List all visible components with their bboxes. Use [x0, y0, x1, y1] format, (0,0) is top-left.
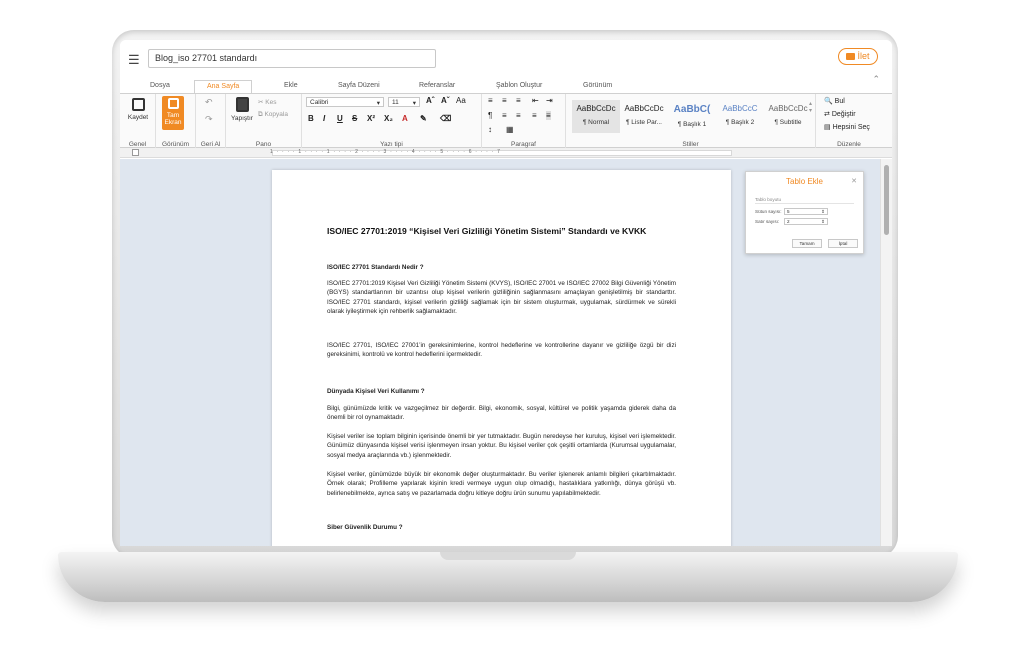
font-family-select[interactable] — [306, 97, 384, 107]
rows-label: Satır sayısı: — [755, 219, 780, 224]
paragraph: Kişisel veriler, günümüzde büyük bir ekonomik değer oluşturmaktadır. Bu veriler işlenerek anlamlı bilgileri çıkartılmaktadır. Örnek olarak; Profilleme yapılarak kişinin kredi vermeye uygun olup olmadığı, hastalıklara yatkınlığı, dünya görüşü vb. belirlenebilmekte, ayrıca satış ve pazarlamada doğru kitleye doğru ürün sunumu yapılabilmektedir. — [327, 471, 676, 497]
menu-icon[interactable]: ☰ — [128, 52, 140, 67]
insert-table-dialog — [745, 171, 864, 254]
group-editing — [816, 94, 882, 149]
font-size-value: 11 — [392, 99, 399, 106]
justify-icon[interactable]: ≡ — [546, 111, 551, 120]
clear-format-icon[interactable]: ⌫ — [440, 114, 452, 123]
laptop-base — [58, 552, 958, 602]
save-label: Kaydet — [127, 114, 149, 121]
full-screen-label-1: Tam — [166, 112, 180, 119]
title-bar — [120, 40, 892, 76]
group-label-font: Yazı tipi — [380, 141, 403, 148]
close-icon[interactable]: ✕ — [851, 178, 857, 185]
align-center-icon[interactable]: ≡ — [516, 111, 521, 120]
tab-home[interactable]: Ana Sayfa — [194, 80, 252, 94]
style-sample: AaBbCcDc — [576, 104, 616, 113]
pilcrow-icon[interactable]: ¶ — [488, 111, 493, 120]
paragraph: ISO/IEC 27701, ISO/IEC 27001’in gereksinimlerine, kontrol hedeflerine ve kontrollerine dayanır ve gizliliğe özgü bir dizi gereksinimi, kontrolü ve kontrol hedeflerini içermektedir. — [327, 342, 676, 359]
section-heading: Dünyada Kişisel Veri Kullanımı ? — [327, 388, 425, 395]
save-button[interactable] — [125, 98, 151, 121]
superscript-icon[interactable]: X² — [367, 114, 375, 123]
cancel-button[interactable]: İptal — [828, 239, 858, 248]
group-undo — [196, 94, 226, 149]
font-color-icon[interactable]: A — [402, 114, 408, 123]
columns-value: 5 — [787, 209, 790, 214]
redo-icon[interactable]: ↷ — [205, 114, 213, 124]
numbering-icon[interactable]: ≡ — [502, 96, 507, 105]
style-label: ¶ Subtitle — [774, 119, 802, 126]
chevron-down-icon: ▾ — [376, 100, 380, 107]
ruler-numbers: 1 · · · · 1 · · · · 1 · · · · 2 · · · · 3 · · · · 4 · · · · 5 · · · · 6 · · · · 7 — [270, 149, 502, 155]
bullets-icon[interactable]: ≡ — [488, 96, 493, 105]
decrease-indent-icon[interactable]: ⇤ — [532, 96, 539, 105]
group-general — [120, 94, 156, 149]
find-button[interactable]: 🔍 Bul — [824, 98, 845, 105]
group-label-editing: Düzenle — [837, 141, 861, 148]
group-label-styles: Stiller — [682, 141, 699, 148]
styles-scroll-icon[interactable]: ▴ ▾ — [809, 101, 813, 114]
group-label-undo: Geri Al — [200, 141, 221, 148]
cut-label: Kes — [265, 99, 277, 106]
rows-input[interactable] — [784, 218, 828, 225]
style-sample: AaBbCcDc — [768, 104, 808, 113]
ribbon-tabs — [120, 80, 892, 94]
collapse-ribbon-icon[interactable]: ⌃ — [872, 74, 880, 84]
replace-label: Değiştir — [831, 111, 856, 118]
document-page[interactable] — [272, 170, 731, 546]
paste-button[interactable] — [229, 97, 255, 122]
document-name-field[interactable]: Blog_iso 27701 standardı — [148, 49, 436, 68]
find-label: Bul — [834, 98, 845, 105]
style-subtitle[interactable] — [764, 100, 812, 133]
vertical-scrollbar[interactable] — [880, 159, 892, 546]
table-size-label: Tablo boyutu — [755, 197, 782, 202]
paragraph: ISO/IEC 27701:2019 Kişisel Veri Gizliliği Yönetim Sistemi (KVYS), ISO/IEC 27001 ve ISO/IEC 27002 Bilgi Güvenliği Yönetim (BGYS) standartlarının bir uzantısı olup kişisel verilerin gizliliğinin sağlanmasını amaçlayan genişletilmiş bir standarttır. ISO/IEC 27701 standardı, kişisel verilerin gizliliği sağlamak için bir sistem oluşturmak, uygulamak, sürdürmek ve sürekli olarak iyileştirmek için rehberlik sağlamaktadır. — [327, 280, 676, 316]
style-sample: AaBbCcDc — [624, 104, 664, 113]
style-sample: AaBbC( — [673, 104, 711, 115]
copy-label: Kopyala — [264, 111, 288, 118]
group-font — [302, 94, 482, 149]
comment-icon — [846, 53, 855, 60]
align-left-icon[interactable]: ≡ — [502, 111, 507, 120]
tab-insert[interactable]: Ekle — [284, 82, 298, 89]
tab-view[interactable]: Görünüm — [583, 82, 613, 89]
align-right-icon[interactable]: ≡ — [532, 111, 537, 120]
tab-mail-merge[interactable]: Şablon Oluştur — [496, 82, 543, 89]
section-heading: ISO/IEC 27701 Standardı Nedir ? — [327, 264, 424, 271]
select-all-button[interactable]: ▤ Hepsini Seç — [824, 124, 870, 131]
stepper-icon[interactable]: ⇕ — [821, 209, 825, 214]
clipboard-icon — [236, 97, 249, 112]
save-icon — [132, 98, 145, 111]
bold-icon[interactable]: B — [308, 114, 314, 123]
underline-icon[interactable]: U — [337, 114, 343, 123]
highlight-icon[interactable]: ✎ — [420, 114, 427, 123]
tab-references[interactable]: Referanslar — [419, 82, 456, 89]
paragraph: Kişisel veriler ise toplam bilginin içerisinde önemli bir yer tutmaktadır. Bugün neredeyse her kuruluş, kişisel veri işlemektedir. Günümüz dünyasında kişisel verisi işlenmeyen insan yoktur. Bu kişisel veriler çok çeşitli ortamlarda (Kurumsal uygulamalar, sosyal medya araçlarında vb.) işlenmektedir. — [327, 433, 676, 459]
font-size-select[interactable] — [388, 97, 420, 107]
select-all-label: Hepsini Seç — [832, 124, 870, 131]
undo-icon[interactable]: ↶ — [205, 97, 213, 107]
style-heading-1[interactable] — [668, 100, 716, 133]
chevron-down-icon: ▾ — [412, 100, 416, 107]
tab-stop-icon[interactable] — [132, 149, 139, 156]
style-label: ¶ Başlık 1 — [677, 121, 707, 128]
style-label: ¶ Liste Par... — [625, 119, 662, 126]
italic-icon[interactable]: I — [323, 114, 326, 123]
group-paragraph — [482, 94, 566, 149]
full-screen-label-2: Ekran — [164, 119, 182, 126]
line-spacing-icon[interactable]: ↕ — [488, 125, 492, 134]
group-label-clipboard: Pano — [255, 141, 272, 148]
style-heading-2[interactable] — [716, 100, 764, 133]
style-normal[interactable] — [572, 100, 620, 133]
fullscreen-icon — [168, 98, 179, 109]
divider — [755, 203, 854, 204]
font-family-value: Calibri — [310, 99, 329, 106]
full-screen-button[interactable] — [162, 96, 184, 130]
ruler — [120, 148, 892, 158]
ribbon — [120, 93, 892, 148]
app-window — [120, 40, 892, 546]
scrollbar-thumb[interactable] — [884, 165, 889, 235]
document-title: ISO/IEC 27701:2019 “Kişisel Veri Gizliliği Yönetim Sistemi” Standardı ve KVKK — [327, 226, 647, 236]
group-clipboard — [226, 94, 302, 149]
increase-indent-icon[interactable]: ⇥ — [546, 96, 553, 105]
share-button[interactable] — [838, 48, 878, 65]
stepper-icon[interactable]: ⇕ — [821, 219, 825, 224]
group-label-view: Görünüm — [161, 141, 190, 148]
group-label-general: Genel — [128, 141, 147, 148]
style-label: ¶ Normal — [582, 119, 610, 126]
subscript-icon[interactable]: X₂ — [384, 114, 393, 123]
tab-file[interactable]: Dosya — [150, 82, 170, 89]
dialog-title: Tablo Ekle — [786, 177, 823, 186]
paragraph: Bilgi, günümüzde kritik ve vazgeçilmez bir değerdir. Bilgi, ekonomik, sosyal, kültürel ve politik yaşamda giderek daha da önemli bir rol oynamaktadır. — [327, 405, 676, 422]
shading-icon[interactable]: ▦ — [506, 125, 514, 134]
group-view — [156, 94, 196, 149]
change-case-icon[interactable]: Aa — [456, 96, 466, 105]
replace-button[interactable]: ⇄ Değiştir — [824, 111, 856, 118]
group-styles — [566, 94, 816, 149]
share-label: İlet — [857, 51, 870, 61]
cut-button[interactable]: ✂ Kes — [258, 99, 277, 106]
ok-button[interactable]: Tamam — [792, 239, 822, 248]
grow-font-icon[interactable]: Aˆ — [426, 96, 435, 105]
multilevel-list-icon[interactable]: ≡ — [516, 96, 521, 105]
section-heading: Siber Güvenlik Durumu ? — [327, 524, 403, 531]
columns-input[interactable] — [784, 208, 828, 215]
style-list-paragraph[interactable] — [620, 100, 668, 133]
strikethrough-icon[interactable]: S — [352, 114, 358, 123]
tab-page-layout[interactable]: Sayfa Düzeni — [338, 82, 380, 89]
style-label: ¶ Başlık 2 — [725, 119, 755, 126]
laptop-notch — [440, 552, 576, 560]
rows-value: 2 — [787, 219, 790, 224]
group-label-paragraph: Paragraf — [511, 141, 536, 148]
style-sample: AaBbCcC — [722, 104, 758, 113]
shrink-font-icon[interactable]: Aˇ — [441, 96, 450, 105]
copy-button[interactable]: ⧉ Kopyala — [258, 111, 288, 118]
paste-label: Yapıştır — [231, 115, 253, 122]
columns-label: Sütun sayısı: — [755, 209, 782, 214]
